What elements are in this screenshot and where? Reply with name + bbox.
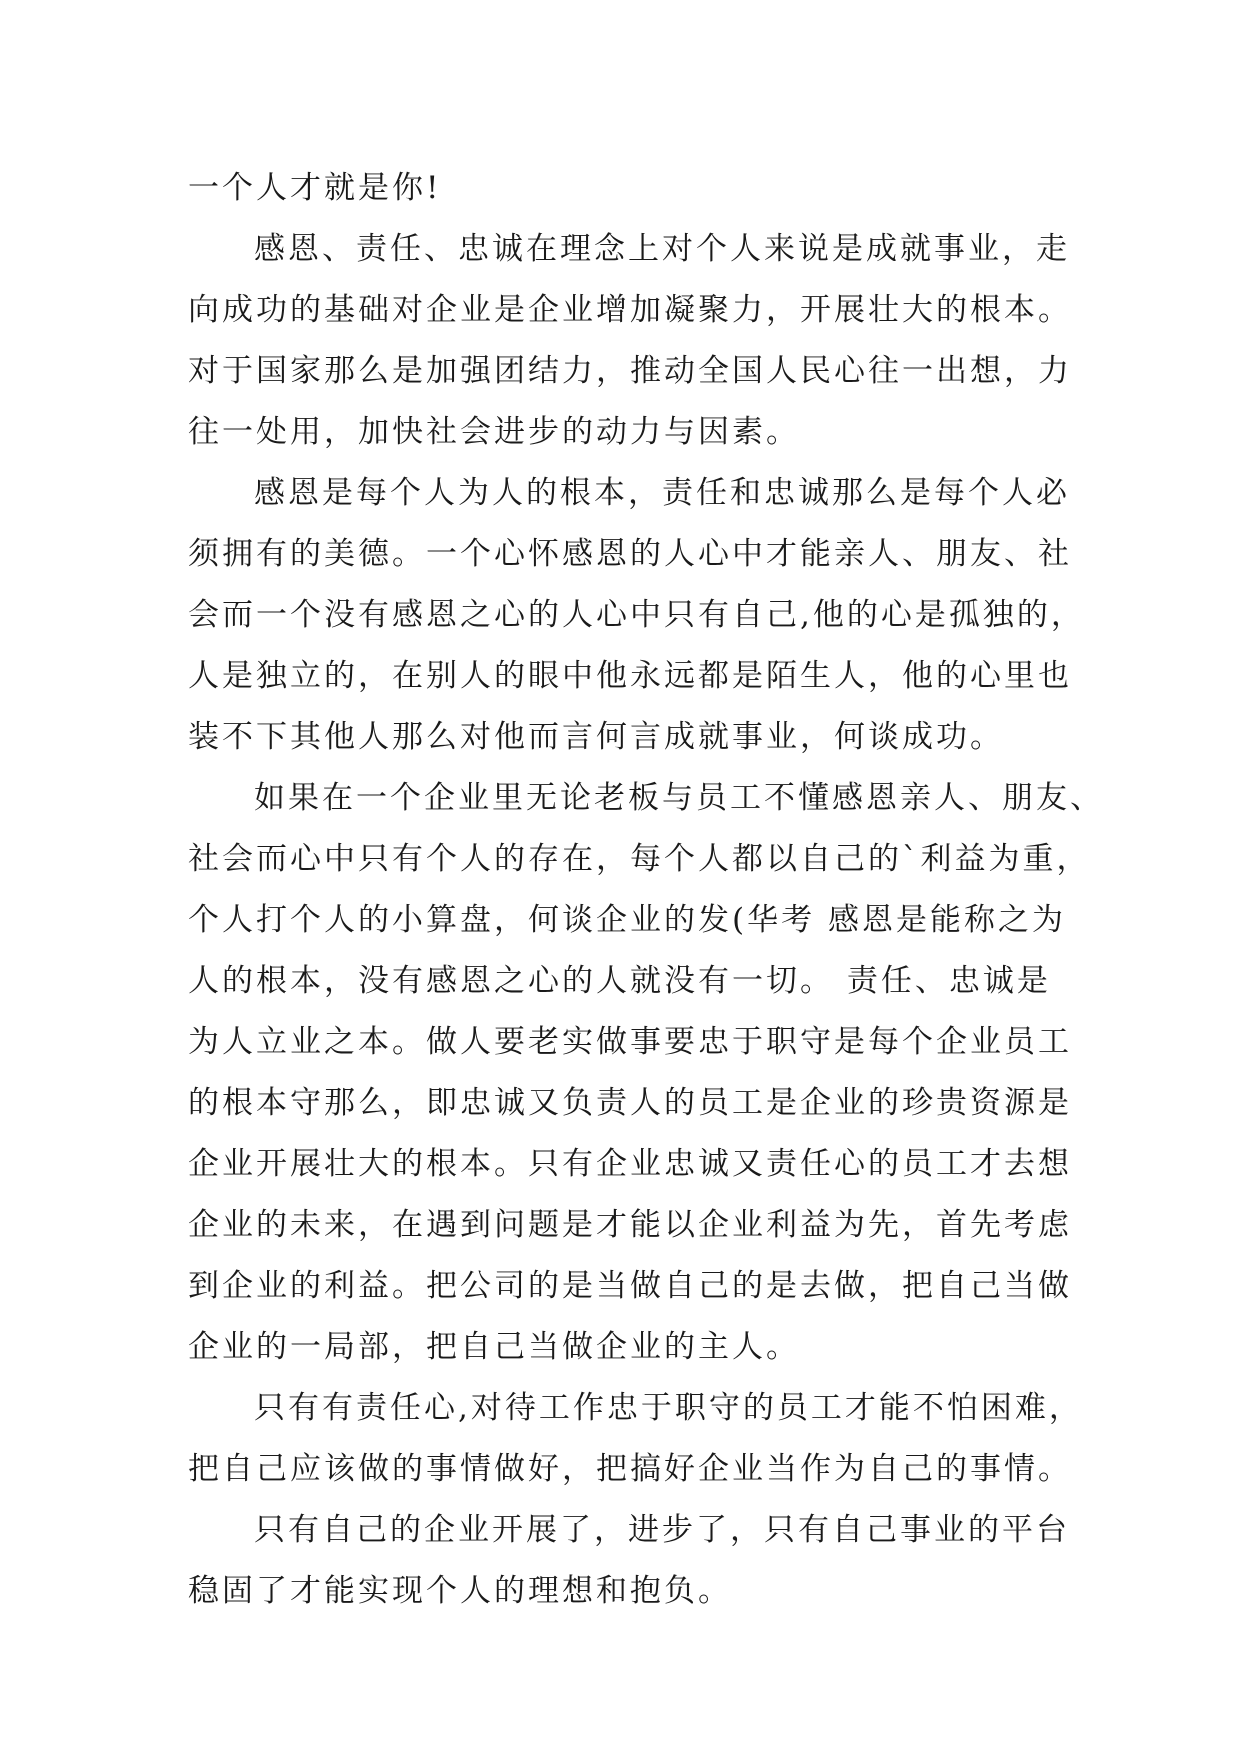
text-line: 会而一个没有感恩之心的人心中只有自己,他的心是孤独的， [188, 597, 1085, 633]
document-body [188, 158, 1104, 1622]
text-line: 企业的一局部，把自己当做企业的主人。 [188, 1329, 800, 1365]
text-line: 感恩、责任、忠诚在理念上对个人来说是成就事业，走 [254, 231, 1070, 267]
text-line: 稳固了才能实现个人的理想和抱负。 [188, 1573, 732, 1609]
text-line: 个人打个人的小算盘，何谈企业的发(华考 感恩是能称之为 [188, 902, 1066, 938]
text-line: 的根本守那么，即忠诚又负责人的员工是企业的珍贵资源是 [188, 1085, 1072, 1121]
text-line: 到企业的利益。把公司的是当做自己的是去做，把自己当做 [188, 1268, 1072, 1304]
text-line: 感恩是每个人为人的根本，责任和忠诚那么是每个人必 [254, 475, 1070, 511]
text-line: 为人立业之本。做人要老实做事要忠于职守是每个企业员工 [188, 1024, 1072, 1060]
text-line: 企业的未来，在遇到问题是才能以企业利益为先，首先考虑 [188, 1207, 1072, 1243]
text-line: 对于国家那么是加强团结力，推动全国人民心往一出想，力 [188, 353, 1072, 389]
text-line: 只有自己的企业开展了，进步了，只有自己事业的平台 [254, 1512, 1070, 1548]
text-line: 人是独立的，在别人的眼中他永远都是陌生人，他的心里也 [188, 658, 1072, 694]
text-line: 只有有责任心,对待工作忠于职守的员工才能不怕困难， [254, 1390, 1083, 1426]
text-line: 社会而心中只有个人的存在，每个人都以自己的`利益为重， [188, 841, 1091, 877]
text-line: 向成功的基础对企业是企业增加凝聚力，开展壮大的根本。 [188, 292, 1072, 328]
text-line: 把自己应该做的事情做好，把搞好企业当作为自己的事情。 [188, 1451, 1072, 1487]
text-line: 须拥有的美德。一个心怀感恩的人心中才能亲人、朋友、社 [188, 536, 1072, 572]
text-line: 企业开展壮大的根本。只有企业忠诚又责任心的员工才去想 [188, 1146, 1072, 1182]
text-line: 一个人才就是你! [188, 170, 442, 206]
text-line: 往一处用，加快社会进步的动力与因素。 [188, 414, 800, 450]
text-line: 装不下其他人那么对他而言何言成就事业，何谈成功。 [188, 719, 1004, 755]
text-line: 如果在一个企业里无论老板与员工不懂感恩亲人、朋友、 [254, 780, 1104, 816]
text-line: 人的根本，没有感恩之心的人就没有一切。 责任、忠诚是 [188, 963, 1051, 999]
